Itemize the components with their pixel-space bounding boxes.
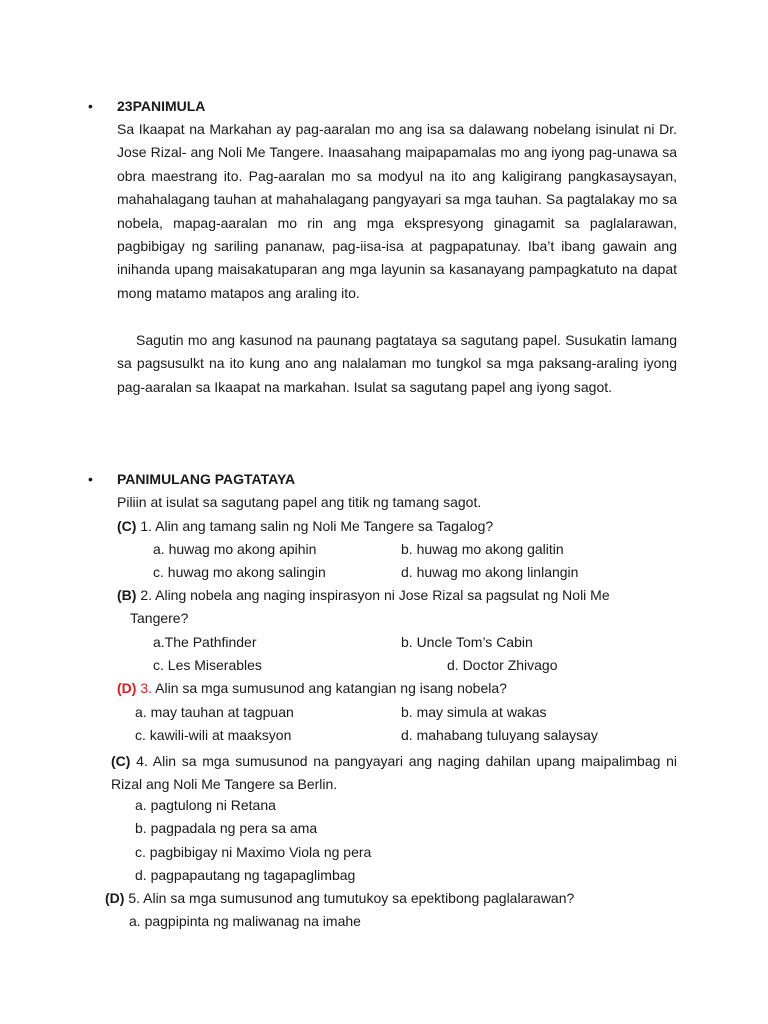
- question-1: [117, 518, 493, 534]
- choice-b: b. pagpadala ng pera sa ama: [135, 820, 318, 836]
- choice-b: b. huwag mo akong galitin: [401, 541, 564, 557]
- choice-d: d. Doctor Zhivago: [447, 657, 558, 673]
- question-text: 5. Alin sa mga sumusunod ang tumutukoy sa epektibong paglalarawan?: [124, 890, 575, 906]
- choice-c: c. Les Miserables: [153, 657, 262, 673]
- question-number: 3.: [136, 680, 153, 696]
- question-3: [117, 680, 507, 696]
- question-text: Alin sa mga sumusunod ang katangian ng isang nobela?: [152, 680, 507, 696]
- choice-b: b. may simula at wakas: [401, 704, 547, 720]
- question-text: 4. Alin sa mga sumusunod na pangyayari ang naging dahilan upang maipalimbag ni Rizal ang Noli Me Tangere sa Berlin.: [111, 753, 677, 793]
- choice-d: d. huwag mo akong linlangin: [401, 564, 579, 580]
- choice-a: a. huwag mo akong apihin: [153, 541, 317, 557]
- choice-c: c. pagbibigay ni Maximo Viola ng pera: [135, 844, 372, 860]
- answer-label: (B): [117, 587, 137, 603]
- instruction-paragraph: Sagutin mo ang kasunod na paunang pagtataya sa sagutang papel. Susukatin lamang sa pagsusulkt na ito kung ano ang nalalaman mo tungkol sa mga paksang-araling iyong pag-aaralan sa Ikaapat na markahan. Isulat sa sagutang papel ang iyong sagot.: [117, 332, 677, 395]
- answer-label: (C): [117, 518, 137, 534]
- question-4: [111, 750, 677, 797]
- answer-label: (D): [117, 680, 137, 696]
- question-5: [105, 890, 574, 906]
- choice-b: b. Uncle Tom’s Cabin: [401, 634, 533, 650]
- question-2: [117, 587, 610, 603]
- choice-a: a. pagtulong ni Retana: [135, 797, 276, 813]
- bullet-icon: •: [88, 98, 93, 114]
- question-2-continued: Tangere?: [130, 610, 189, 626]
- choice-c: c. kawili-wili at maaksyon: [135, 727, 292, 743]
- question-text: 2. Aling nobela ang naging inspirasyon ni Jose Rizal sa pagsulat ng Noli Me: [136, 587, 610, 603]
- intro-paragraph: Sa Ikaapat na Markahan ay pag-aaralan mo ang isa sa dalawang nobelang isinulat ni Dr. Jose Rizal- ang Noli Me Tangere. Inaasahang maipapamalas mo ang iyong pag-unawa sa obra maestrang ito. Pag-aaralan mo sa modyul na ito ang kaligirang pangkasaysayan, mahahalagang tauhan at mahahalagang pangyayari sa mga tauhan. Sa pagtalakay mo sa nobela, mapag-aaralan mo rin ang mga ekspresyong ginagamit sa paglalarawan, pagbibigay ng sariling pananaw, pag-iisa-isa at pagpapatunay. Iba’t ibang gawain ang inihanda upang maisakatuparan ang mga layunin sa kasanayang pampagkatuto na dapat mong matamo matapos ang araling ito.: [117, 121, 677, 301]
- choice-a: a. may tauhan at tagpuan: [135, 704, 294, 720]
- answer-label: (C): [111, 753, 131, 769]
- question-text: 1. Alin ang tamang salin ng Noli Me Tangere sa Tagalog?: [136, 518, 494, 534]
- choice-a: a.The Pathfinder: [153, 634, 257, 650]
- choice-d: d. mahabang tuluyang salaysay: [401, 727, 598, 743]
- test-instruction: Piliin at isulat sa sagutang papel ang titik ng tamang sagot.: [117, 494, 482, 510]
- bullet-icon: •: [88, 471, 93, 487]
- choice-d: d. pagpapautang ng tagapaglimbag: [135, 867, 356, 883]
- answer-label: (D): [105, 890, 125, 906]
- section-heading-panimula: 23PANIMULA: [117, 98, 206, 114]
- choice-a: a. pagpipinta ng maliwanag na imahe: [129, 913, 361, 929]
- choice-c: c. huwag mo akong salingin: [153, 564, 326, 580]
- section-heading-panimulang-pagtataya: PANIMULANG PAGTATAYA: [117, 471, 296, 487]
